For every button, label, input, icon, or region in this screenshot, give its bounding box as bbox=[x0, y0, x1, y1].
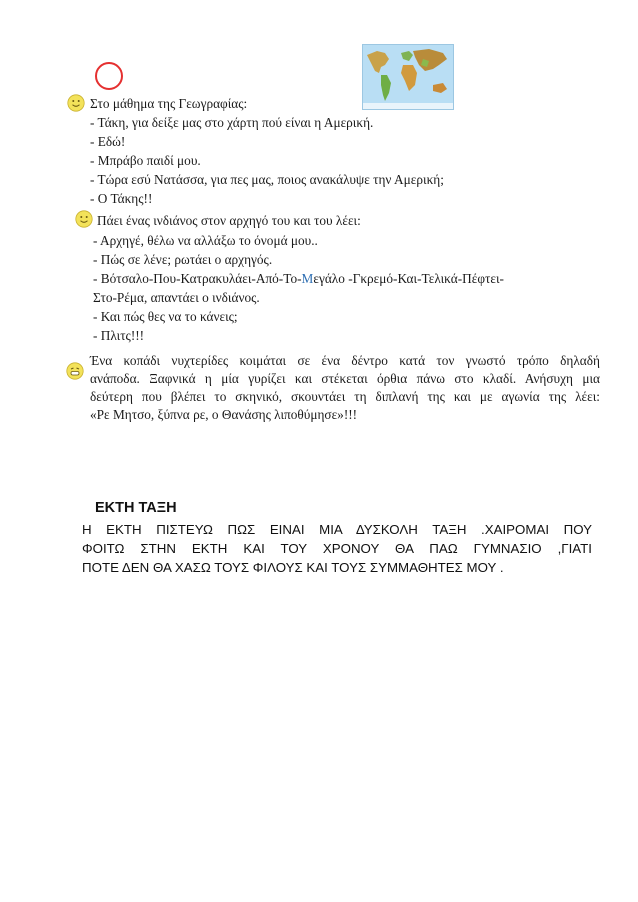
joke2-name-start: - Βότσαλο-Που-Κατρακυλάει-Από-Το- bbox=[93, 271, 302, 286]
section-line: ΠΟΤΕ ΔΕΝ ΘΑ ΧΑΣΩ ΤΟΥΣ ΦΙΛΟΥΣ ΚΑΙ ΤΟΥΣ ΣΥΜΜΑΘΗΤΕΣ ΜΟΥ . bbox=[82, 560, 504, 575]
highlighted-letter: M bbox=[301, 271, 314, 286]
joke2-name-continued: Στο-Ρέμα, απαντάει ο ινδιάνος. bbox=[93, 290, 260, 305]
paragraph-line: ανάποδα. Ξαφνικά η μία γυρίζει και στέκεται όρθια πάνω στο κλαδί. Ανήσυχη μια bbox=[90, 371, 600, 386]
joke2-line: - Αρχηγέ, θέλω να αλλάξω το όνομά μου.. bbox=[93, 233, 318, 248]
joke2-line: - Και πώς θες να το κάνεις; bbox=[93, 309, 238, 324]
joke1-line: - Μπράβο παιδί μου. bbox=[90, 153, 201, 168]
red-circle-drawing bbox=[95, 62, 123, 90]
joke1-line: - Τάκη, για δείξε μας στο χάρτη πού είναι η Αμερική. bbox=[90, 115, 374, 130]
joke1-line: - Τώρα εσύ Νατάσσα, για πες μας, ποιος ανακάλυψε την Αμερική; bbox=[90, 172, 444, 187]
joke2-name-line bbox=[93, 270, 504, 287]
joke2-line: - Πώς σε λένε; ρωτάει ο αρχηγός. bbox=[93, 252, 273, 267]
joke2-name-end: εγάλο -Γκρεμό-Και-Τελικά-Πέφτει- bbox=[313, 271, 504, 286]
paragraph-line: δεύτερη που βλέπει το σκηνικό, σκουντάει τη διπλανή της και με αγωνία της λέει: bbox=[90, 389, 600, 404]
joke3-paragraph bbox=[90, 352, 600, 424]
joke2-intro: Πάει ένας ινδιάνος στον αρχηγό του και του λέει: bbox=[97, 213, 361, 228]
section-heading: ΕΚΤΗ ΤΑΞΗ bbox=[95, 500, 177, 516]
joke1-line: - Εδώ! bbox=[90, 134, 126, 149]
smiley-icon bbox=[67, 94, 85, 112]
section-line: ΦΟΙΤΩ ΣΤΗΝ ΕΚΤΗ ΚΑΙ ΤΟΥ ΧΡΟΝΟΥ ΘΑ ΠΑΩ ΓΥΜΝΑΣΙΟ ,ΓΙΑΤΙ bbox=[82, 541, 592, 556]
joke2-line: - Πλιτς!!! bbox=[93, 328, 145, 343]
paragraph-line: «Ρε Μητσο, ξύπνα ρε, ο Θανάσης λιποθύμησε»!!! bbox=[90, 407, 358, 422]
smiley-icon bbox=[75, 210, 93, 228]
joke1-intro: Στο μάθημα της Γεωγραφίας: bbox=[90, 96, 248, 111]
world-map-image bbox=[362, 44, 454, 110]
grin-smiley-icon bbox=[66, 362, 84, 380]
joke1-line: - Ο Τάκης!! bbox=[90, 191, 153, 206]
section-line: Η ΕΚΤΗ ΠΙΣΤΕΥΩ ΠΩΣ ΕΙΝΑΙ ΜΙΑ ΔΥΣΚΟΛΗ ΤΑΞΗ .ΧΑΙΡΟΜΑΙ ΠΟΥ bbox=[82, 522, 592, 537]
paragraph-line: Ένα κοπάδι νυχτερίδες κοιμάται σε ένα δέντρο κατά τον γνωστό τρόπο δηλαδή bbox=[90, 353, 600, 368]
